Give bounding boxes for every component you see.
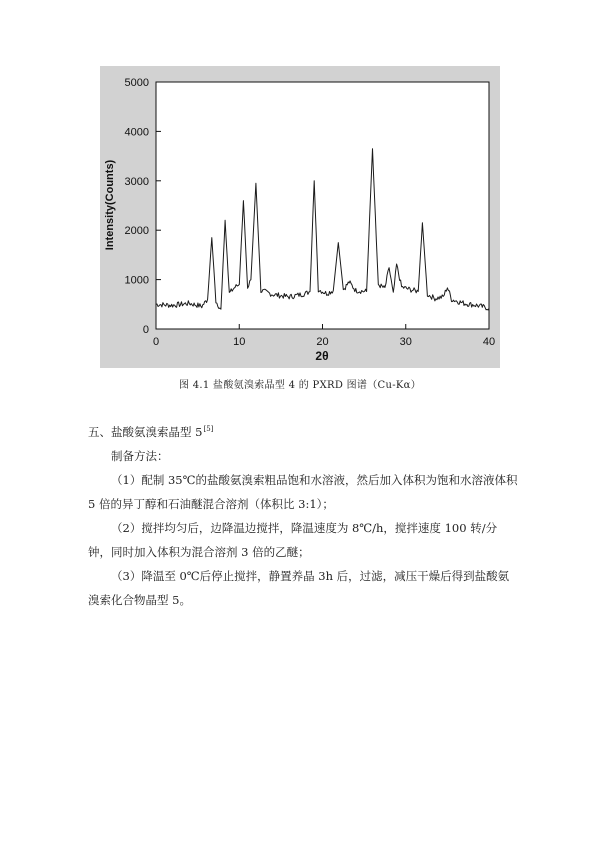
x-axis-title: 2θ: [315, 349, 329, 363]
pxrd-chart: [100, 66, 500, 368]
y-tick-label: 4000: [124, 126, 149, 139]
x-tick-label: 40: [482, 336, 496, 348]
y-tick-label: 3000: [124, 175, 149, 188]
y-axis-title: Intensity(Counts): [104, 159, 116, 251]
method-subheading: 制备方法：: [111, 449, 169, 463]
reference-marker: [5]: [203, 425, 214, 433]
figure-caption: 图 4.1 盐酸氨溴索晶型 4 的 PXRD 图谱（Cu-Kα）: [178, 380, 422, 391]
section-heading-text: 五、盐酸氨溴索晶型 5: [88, 425, 203, 439]
section-heading: [88, 424, 213, 440]
x-tick-label: 0: [152, 336, 160, 348]
step-3-paragraph: （3）降温至 0℃后停止搅拌，静置养晶 3h 后，过滤，减压干燥后得到盐酸氨溴索化合物晶型 5。: [88, 569, 510, 607]
x-tick-label: 10: [233, 336, 246, 348]
y-tick-label: 5000: [124, 77, 149, 89]
step-2-paragraph: （2）搅拌均匀后，边降温边搅拌，降温速度为 8℃/h，搅拌速度 100 转/分钟，同时加入体积为混合溶剂 3 倍的乙醚；: [88, 521, 498, 559]
x-tick-label: 30: [399, 336, 412, 348]
y-tick-label: 1000: [124, 274, 149, 287]
y-tick-label: 2000: [124, 225, 149, 238]
step-1-paragraph: （1）配制 35℃的盐酸氨溴索粗品饱和水溶液，然后加入体积为饱和水溶液体积 5 倍的异丁醇和石油醚混合溶剂（体积比 3:1）；: [88, 473, 518, 511]
pxrd-figure: [100, 66, 500, 368]
y-tick-label: 0: [142, 324, 149, 336]
x-tick-label: 20: [316, 336, 329, 348]
